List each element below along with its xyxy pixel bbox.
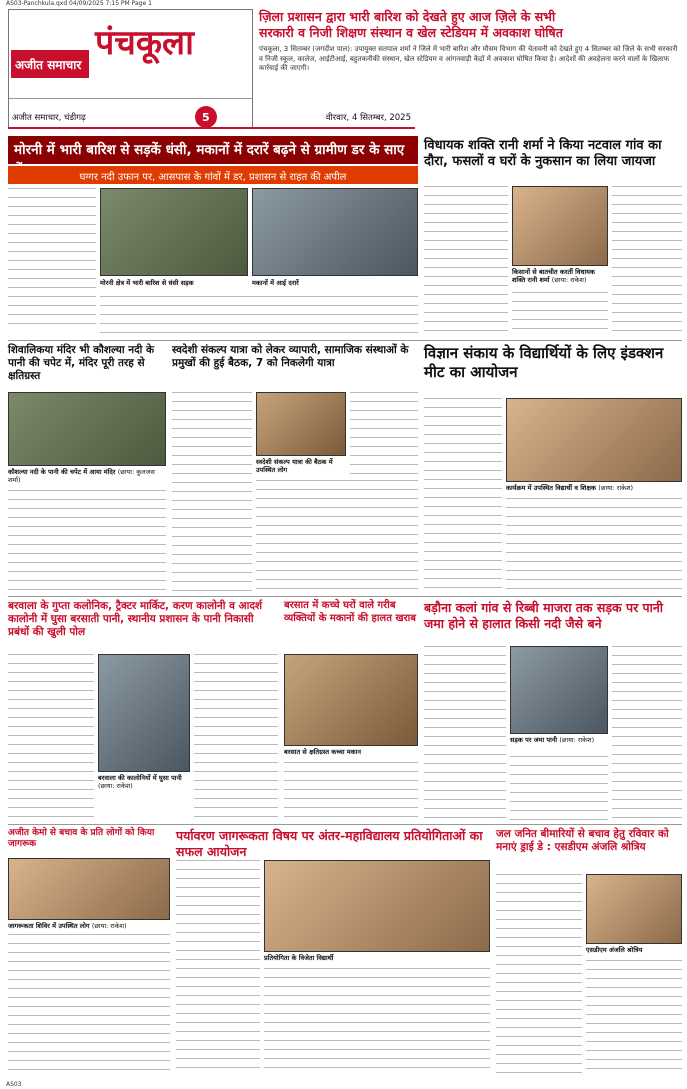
houses-photo: [284, 654, 418, 746]
awareness-body: [8, 934, 170, 1074]
road-body-col1: [424, 646, 506, 820]
mla-headline: विधायक शक्ति रानी शर्मा ने किया नटवाल गांव का दौरा, फसलों व घरों के नुकसान का लिया जायजा: [424, 138, 662, 170]
section-divider-3: [8, 824, 682, 825]
road-headline: बड़ौना कलां गांव से रिब्बी माजरा तक सड़क पर पानी जमा होने से हालात किसी नदी जैसे बने: [424, 600, 664, 631]
mla-body-col1: [424, 186, 508, 336]
edition-label: अजीत समाचार, चंडीगढ़: [12, 112, 86, 123]
science-body-col2: [506, 498, 682, 592]
mla-body-col2: [612, 186, 682, 336]
section-divider-1: [8, 340, 682, 341]
health-body-col1: [496, 874, 582, 1074]
science-photo: [506, 398, 682, 482]
mla-photo: [512, 186, 608, 266]
swadeshi-photo: [256, 392, 346, 456]
morni-body-col1: [8, 188, 96, 328]
morni-caption-2: मकानों में आई दरारें: [252, 279, 299, 287]
page-footer: AS03: [6, 1081, 22, 1088]
print-slug: AS03-Panchkula.qxd 04/09/2025 7:15 PM Page 1: [6, 0, 152, 7]
top-story: [259, 9, 679, 129]
road-body-col3: [612, 646, 682, 820]
page-title: पंचकूला: [95, 23, 194, 63]
road-caption: सड़क पर जमा पानी (छाया: राकेश): [510, 736, 595, 744]
section-divider-2: [8, 596, 682, 597]
swadeshi-body-col2: [256, 480, 418, 592]
top-story-body: पंचकूला, 3 सितम्बर (जगदीश पाल): उपायुक्त सतपाल शर्मा ने जिले में भारी बारिश और मौसम विभाग की चेतावनी को देखते हुए 4 सितम्बर को जिले के सभी सरकारी व निजी स्कूल, कालेज, आईटीआई, बहुतकनीकी संस्थान, खेल स्टेडियम व आंगनवाड़ी केंद्रों में अवकाश घोषित किया है। आदेशों की अवहेलना करने वालों के खिलाफ कार्रवाई की जाएगी।: [259, 45, 678, 72]
road-photo: [510, 646, 608, 734]
swadeshi-body-col1: [172, 392, 252, 592]
env-body-col2: [264, 968, 490, 1074]
morni-photo-1: [100, 188, 248, 276]
morni-subheadline: घग्गर नदी उफान पर, आसपास के गांवों में डर, प्रशासन से राहत की अपील: [8, 166, 418, 184]
swadeshi-body-col3: [350, 392, 418, 476]
morni-caption-1: मोरनी क्षेत्र में भारी बारिश से धंसी सड़क: [100, 279, 194, 287]
temple-body: [8, 490, 166, 592]
temple-caption: कौशल्या नदी के पानी की चपेट में आया मंदिर (छाया: कुलजस शर्मा): [8, 468, 155, 484]
awareness-photo: [8, 858, 170, 920]
issue-date: वीरवार, 4 सितम्बर, 2025: [325, 112, 411, 123]
barwala-headline: बरवाला के गुप्ता कलोनिक, ट्रैक्टर मार्किट, करण कालोनी व आदर्श कालोनी में घुसा बरसाती पानी, स्थानीय प्रशासन के पानी निकासी प्रबंधों की खुली पोल: [8, 600, 263, 639]
houses-caption: बरसात से क्षतिग्रस्त कच्चा मकान: [284, 748, 361, 756]
swadeshi-headline: स्वदेशी संकल्प यात्रा को लेकर व्यापारी, सामाजिक संस्थाओं के प्रमुखों की हुई बैठक, 7 को निकलेगी यात्रा: [172, 344, 409, 370]
morni-photo-2: [252, 188, 418, 276]
health-photo: [586, 874, 682, 944]
barwala-photo: [98, 654, 190, 772]
temple-headline: शिवालिकया मंदिर भी कौशल्या नदी के पानी की चपेट में, मंदिर पूरी तरह से क्षतिग्रस्त: [8, 344, 155, 383]
awareness-caption: जागरूकता शिविर में उपस्थित लोग (छाया: राकेश): [8, 922, 127, 930]
masthead-divider: [9, 98, 252, 99]
houses-headline: बरसात में कच्चे घरों वाले गरीब व्यक्तियों के मकानों की हालत खराब: [284, 600, 416, 624]
barwala-body-col2: [194, 654, 278, 820]
brand-name: अजीत समाचार: [11, 50, 89, 78]
houses-body: [284, 762, 418, 820]
mla-body-col3: [512, 292, 608, 336]
page-number: 5: [195, 106, 217, 128]
science-caption: कार्यक्रम में उपस्थित विद्यार्थी व शिक्षक (छाया: राकेश): [506, 484, 634, 492]
barwala-caption: बरवाला की कालोनियों में घुसा पानी (छाया: राकेश): [98, 774, 182, 790]
morni-headline: मोरनी में भारी बारिश से सड़कें धंसी, मकानों में दरारें बढ़ने से ग्रामीण डर के साए: [8, 136, 418, 164]
morni-body-col2: [100, 296, 418, 336]
env-body-col1: [176, 860, 260, 1074]
science-body-col1: [424, 398, 502, 592]
road-body-col2: [510, 756, 608, 820]
health-headline: जल जनित बीमारियों से बचाव हेतु रविवार को मनाएं ड्राई डे : एसडीएम अंजलि श्रोत्रिय: [496, 828, 669, 854]
barwala-body-col1: [8, 654, 94, 820]
temple-photo: [8, 392, 166, 466]
health-body-col2: [586, 960, 682, 1074]
awareness-headline: अजीत केमो से बचाव के प्रति लोगों को किया जागरूक: [8, 828, 155, 850]
health-caption: एसडीएम अंजलि श्रोत्रिय: [586, 946, 643, 954]
env-photo: [264, 860, 490, 952]
science-headline: विज्ञान संकाय के विद्यार्थियों के लिए इंडक्शन मीट का आयोजन: [424, 344, 664, 381]
top-story-headline: ज़िला प्रशासन द्वारा भारी बारिश को देखते हुए आज ज़िले के सभी सरकारी व निजी शिक्षण संस्थान व खेल स्टेडियम में अवकाश घोषित: [259, 9, 563, 40]
swadeshi-caption: स्वदेशी संकल्प यात्रा की बैठक में उपस्थित लोग: [256, 458, 333, 474]
env-caption: प्रतियोगिता के विजेता विद्यार्थी: [264, 954, 334, 962]
env-headline: पर्यावरण जागरूकता विषय पर अंतर-महाविद्यालय प्रतियोगिताओं का सफल आयोजन: [176, 828, 483, 859]
mla-caption: किसानों से बातचीत करतीं विधायक शक्ति रानी शर्मा (छाया: राकेश): [512, 268, 595, 284]
